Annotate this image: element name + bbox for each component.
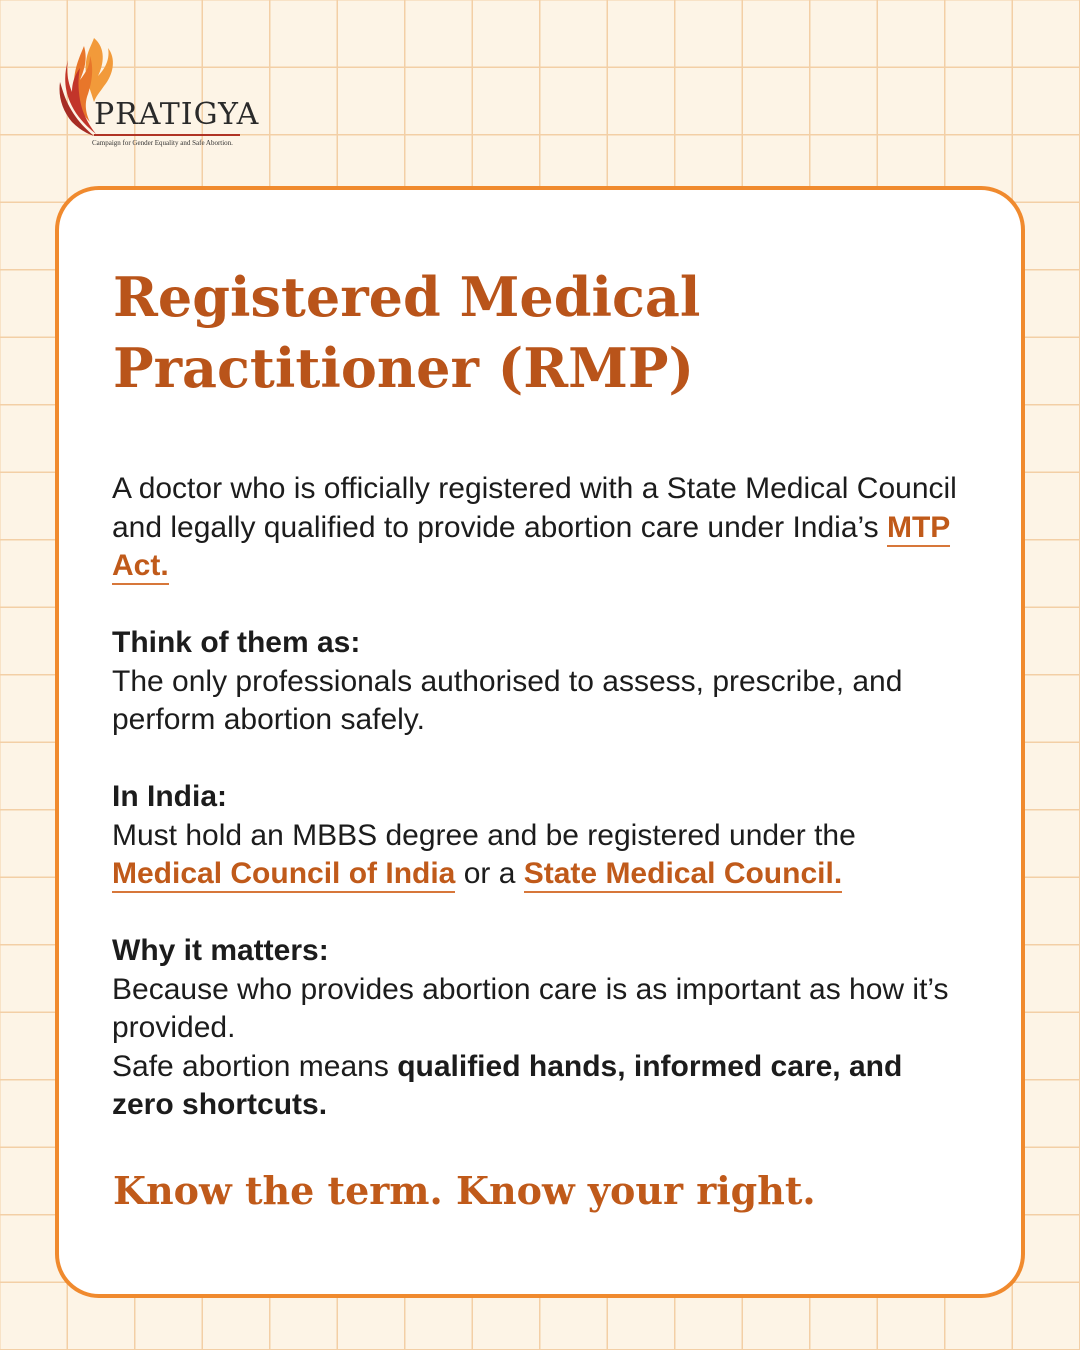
card-body xyxy=(112,470,962,1125)
why-section xyxy=(112,932,962,1125)
title-line-1: Registered Medical xyxy=(113,265,701,329)
brand-name: PRATIGYA xyxy=(94,97,260,132)
state-medical-council-link[interactable]: State Medical Council. xyxy=(524,857,842,893)
definition-text: A doctor who is officially registered with a State Medical Council and legally qualified to provide abortion care under India’s xyxy=(112,472,957,544)
brand-tagline: Campaign for Gender Equality and Safe Abortion. xyxy=(92,139,233,147)
brand-divider xyxy=(94,134,240,136)
think-heading: Think of them as: xyxy=(112,626,361,659)
why-heading: Why it matters: xyxy=(112,934,329,967)
closing-tagline: Know the term. Know your right. xyxy=(113,1168,816,1213)
india-section xyxy=(112,778,962,894)
india-text: Must hold an MBBS degree and be registered under the xyxy=(112,818,856,852)
page-title xyxy=(113,262,813,404)
safe-abortion-emphasis: qualified hands, informed care, and zero shortcuts. xyxy=(112,1049,903,1121)
mtp-act-link[interactable]: MTP Act. xyxy=(112,511,950,586)
safe-abortion-prefix: Safe abortion means xyxy=(112,1049,389,1083)
medical-council-of-india-link[interactable]: Medical Council of India xyxy=(112,857,455,893)
title-line-2: Practitioner (RMP) xyxy=(113,336,695,400)
definition-paragraph xyxy=(112,470,962,586)
brand-logo xyxy=(54,26,260,151)
why-text: Because who provides abortion care is as important as how it’s provided. xyxy=(112,972,949,1044)
think-section xyxy=(112,624,962,740)
info-card xyxy=(55,186,1025,1298)
india-heading: In India: xyxy=(112,780,227,813)
think-text: The only professionals authorised to assess, prescribe, and perform abortion safely. xyxy=(112,664,903,736)
india-connector: or a xyxy=(463,857,516,890)
